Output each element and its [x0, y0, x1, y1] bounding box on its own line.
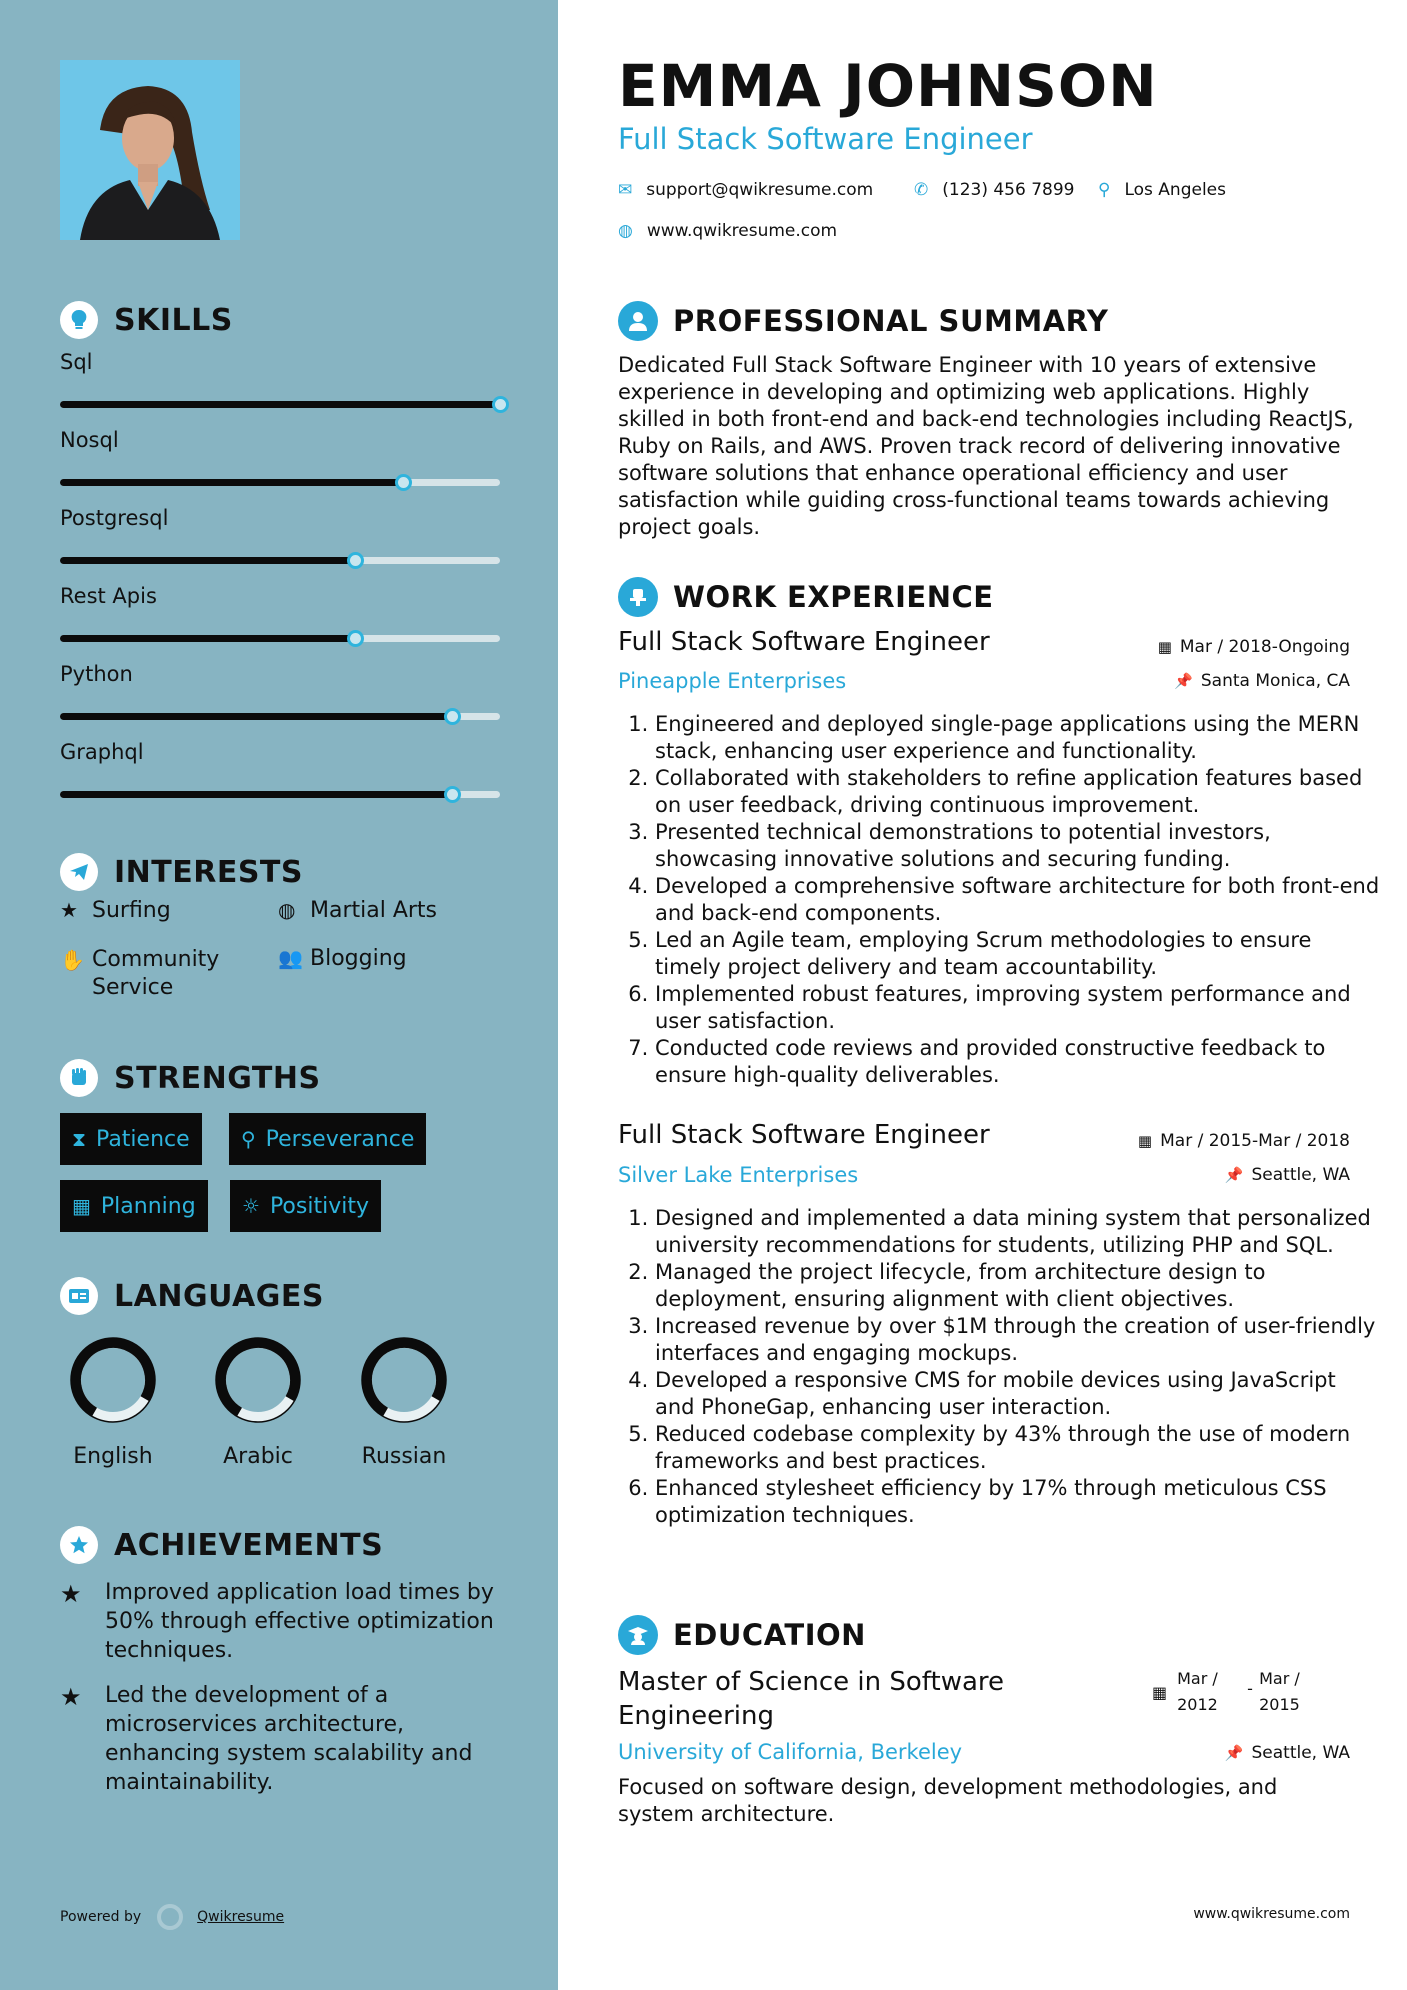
- job-bullet: 4. Developed a comprehensive software architecture for both front-end and back-end components.: [655, 873, 1380, 927]
- skill-bar: [60, 791, 500, 798]
- calendar-icon: ▦: [1152, 1683, 1168, 1702]
- achievement-item: [60, 1578, 510, 1665]
- job-location-text: Santa Monica, CA: [1200, 671, 1350, 691]
- job-dates: [1158, 637, 1350, 657]
- paper-plane-icon: [60, 853, 98, 891]
- skill-bar: [60, 479, 500, 486]
- email-text: support@qwikresume.com: [646, 180, 874, 200]
- skill-level-knob: [395, 474, 412, 491]
- pushpin-icon: 📌: [1224, 1166, 1244, 1184]
- skill-bar-fill: [60, 635, 355, 642]
- skill-bar: [60, 401, 500, 408]
- contact-website[interactable]: [618, 221, 837, 241]
- skill-item: [60, 662, 500, 740]
- candidate-name: EMMA JOHNSON: [618, 52, 1158, 120]
- summary-text: Dedicated Full Stack Software Engineer with 10 years of extensive experience in developing and optimizing web applications. Highly skilled in both front-end and back-end technologies including ReactJS, Ruby on Rails, and AWS. Proven track record of delivering innovative software solutions that enhance operational efficiency and user satisfaction while guiding cross-functional teams towards achieving project goals.: [618, 353, 1354, 539]
- languages-title: LANGUAGES: [114, 1278, 324, 1314]
- skill-bar-fill: [60, 791, 452, 798]
- contact-phone[interactable]: [914, 180, 1074, 200]
- users-icon: 👥: [278, 946, 303, 970]
- job-location-text: Seattle, WA: [1251, 1165, 1350, 1185]
- skill-label: Rest Apis: [60, 584, 157, 608]
- job-bullet: 3. Presented technical demonstrations to potential investors, showcasing innovative solutions and securing funding.: [655, 819, 1380, 873]
- interest-label: Blogging: [310, 946, 407, 971]
- strengths-title: STRENGTHS: [114, 1060, 321, 1096]
- interests-title: INTERESTS: [114, 854, 303, 890]
- skills-header: [60, 301, 233, 339]
- phone-text: (123) 456 7899: [942, 180, 1075, 200]
- job-bullet: 2. Managed the project lifecycle, from architecture design to deployment, ensuring alignment with client objectives.: [655, 1259, 1380, 1313]
- language-label: Arabic: [223, 1444, 293, 1469]
- skill-label: Sql: [60, 350, 93, 374]
- experience-title: WORK EXPERIENCE: [673, 580, 994, 614]
- phone-icon: ✆: [914, 180, 929, 200]
- user-icon: [618, 301, 658, 341]
- skill-level-knob: [444, 708, 461, 725]
- shooting-star-icon: ★: [60, 1683, 82, 1711]
- language-card-icon: [60, 1277, 98, 1315]
- sidebar: [0, 0, 558, 1990]
- portrait-image: [60, 60, 240, 240]
- interest-item: [60, 898, 171, 923]
- job-bullets: [635, 711, 1380, 1089]
- job-bullet: 3. Increased revenue by over $1M through the creation of user-friendly interfaces and engaging mockups.: [655, 1313, 1380, 1367]
- job-location: [1225, 1165, 1350, 1185]
- skill-level-knob: [347, 552, 364, 569]
- education-location: [1225, 1743, 1350, 1763]
- shooting-star-icon: ★: [60, 1580, 82, 1608]
- interest-label: Surfing: [92, 898, 171, 923]
- achievements-title: ACHIEVEMENTS: [114, 1527, 384, 1563]
- skill-item: [60, 350, 500, 428]
- job-dates-text: Mar / 2018-Ongoing: [1179, 637, 1350, 657]
- strength-badge: [60, 1113, 202, 1165]
- skill-level-knob: [492, 396, 509, 413]
- hand-icon: ✋: [60, 948, 85, 972]
- interest-item: [278, 898, 437, 923]
- education-start: Mar / 2012: [1177, 1669, 1218, 1714]
- job-company[interactable]: Pineapple Enterprises: [618, 669, 847, 693]
- powered-by: [60, 1904, 284, 1930]
- skill-bar: [60, 557, 500, 564]
- job-bullet: 1. Designed and implemented a data mining system that personalized university recommendations for students, utilizing PHP and SQL.: [655, 1205, 1380, 1259]
- briefcase-icon: [618, 577, 658, 617]
- contact-email[interactable]: [618, 180, 873, 200]
- pushpin-icon: 📌: [1174, 672, 1193, 690]
- language-ring: [67, 1334, 159, 1426]
- skill-level-knob: [444, 786, 461, 803]
- website-text: www.qwikresume.com: [646, 221, 838, 241]
- achievement-text: Led the development of a microservices architecture, enhancing system scalability and maintainability.: [105, 1683, 473, 1795]
- skill-level-knob: [347, 630, 364, 647]
- skill-bar-fill: [60, 713, 452, 720]
- globe-icon: ◍: [278, 898, 296, 922]
- achievements-list: [60, 1578, 510, 1813]
- language-item: [208, 1334, 308, 1469]
- job-bullet: 6. Implemented robust features, improving system performance and user satisfaction.: [655, 981, 1380, 1035]
- skill-bar-fill: [60, 557, 355, 564]
- location-text: Los Angeles: [1124, 180, 1226, 200]
- globe-icon: ◍: [618, 221, 633, 241]
- profile-photo: [60, 60, 240, 240]
- education-degree: Master of Science in Software Engineering: [618, 1667, 1005, 1731]
- strength-badge: [230, 1180, 381, 1232]
- main-content: [558, 0, 1407, 1990]
- contact-location: [1098, 180, 1226, 200]
- interest-label: Community Service: [92, 947, 220, 1000]
- skill-bar: [60, 713, 500, 720]
- interest-label: Martial Arts: [310, 898, 438, 923]
- skills-title: SKILLS: [114, 302, 233, 338]
- job-bullet: 7. Conducted code reviews and provided constructive feedback to ensure high-quality deliverables.: [655, 1035, 1380, 1089]
- fist-icon: [60, 1059, 98, 1097]
- interests-header: [60, 853, 303, 891]
- job-location: [1174, 671, 1350, 691]
- education-location-text: Seattle, WA: [1251, 1743, 1350, 1763]
- skills-list: [60, 350, 500, 818]
- strength-label: Perseverance: [265, 1126, 415, 1152]
- skill-bar-fill: [60, 401, 500, 408]
- education-title: EDUCATION: [673, 1618, 866, 1652]
- star-badge-icon: [60, 1526, 98, 1564]
- achievement-item: [60, 1681, 510, 1797]
- strength-badge: [60, 1180, 208, 1232]
- job-bullet: 6. Enhanced stylesheet efficiency by 17% through meticulous CSS optimization techniques.: [655, 1475, 1380, 1529]
- interest-item: [60, 946, 250, 1002]
- skill-item: [60, 584, 500, 662]
- skill-item: [60, 506, 500, 584]
- education-header: [618, 1615, 866, 1655]
- achievements-header: [60, 1526, 383, 1564]
- job-bullets: [635, 1205, 1380, 1529]
- strength-label: Planning: [100, 1193, 196, 1219]
- achievement-text: Improved application load times by 50% through effective optimization techniques.: [105, 1580, 494, 1663]
- envelope-icon: ✉: [618, 180, 633, 200]
- graduate-icon: [618, 1615, 658, 1655]
- language-label: English: [73, 1444, 153, 1469]
- education-school[interactable]: University of California, Berkeley: [618, 1740, 963, 1764]
- language-item: [354, 1334, 454, 1469]
- job-bullet: 5. Reduced codebase complexity by 43% through the use of modern frameworks and best practices.: [655, 1421, 1380, 1475]
- strength-badge: [229, 1113, 426, 1165]
- job-role: Full Stack Software Engineer: [618, 627, 990, 657]
- powered-by-label: Powered by: [60, 1909, 142, 1925]
- binoculars-icon: ⚲: [241, 1127, 256, 1151]
- strengths-header: [60, 1059, 321, 1097]
- languages-header: [60, 1277, 324, 1315]
- skill-bar: [60, 635, 500, 642]
- job-dates: [1138, 1131, 1350, 1151]
- calendar-icon: ▦: [1157, 638, 1172, 656]
- job-bullet: 4. Developed a responsive CMS for mobile devices using JavaScript and PhoneGap, enhancing user interaction.: [655, 1367, 1380, 1421]
- skill-item: [60, 428, 500, 506]
- calendar-icon: ▦: [72, 1194, 91, 1218]
- skill-label: Nosql: [60, 428, 119, 452]
- summary-title: PROFESSIONAL SUMMARY: [673, 304, 1109, 338]
- lightbulb-icon: [60, 301, 98, 339]
- summary-header: [618, 301, 1108, 341]
- interest-item: [278, 946, 407, 971]
- sun-icon: ☼: [242, 1194, 260, 1218]
- skill-item: [60, 740, 500, 818]
- pushpin-icon: 📌: [1224, 1744, 1244, 1762]
- education-end: Mar / 2015: [1259, 1669, 1300, 1714]
- star-icon: ★: [60, 898, 78, 922]
- strength-label: Patience: [96, 1126, 190, 1152]
- strength-label: Positivity: [269, 1193, 369, 1219]
- map-pin-icon: ⚲: [1098, 180, 1111, 200]
- qwikresume-link[interactable]: Qwikresume: [197, 1909, 285, 1925]
- education-dates: ▦ Mar / 2012 - Mar / 2015: [1152, 1666, 1319, 1718]
- education-description: Focused on software design, development methodologies, and system architecture.: [618, 1775, 1278, 1826]
- job-bullet: 1. Engineered and deployed single-page applications using the MERN stack, enhancing user experience and functionality.: [655, 711, 1380, 765]
- language-label: Russian: [361, 1444, 447, 1469]
- job-company[interactable]: Silver Lake Enterprises: [618, 1163, 859, 1187]
- language-ring: [212, 1334, 304, 1426]
- qwikresume-logo-icon: [157, 1904, 183, 1930]
- hourglass-icon: ⧗: [72, 1127, 87, 1151]
- skill-label: Postgresql: [60, 506, 169, 530]
- job-bullet: 5. Led an Agile team, employing Scrum methodologies to ensure timely project delivery and team accountability.: [655, 927, 1380, 981]
- calendar-icon: ▦: [1137, 1132, 1153, 1150]
- skill-label: Python: [60, 662, 133, 686]
- job-bullet: 2. Collaborated with stakeholders to refine application features based on user feedback, driving continuous improvement.: [655, 765, 1380, 819]
- language-item: [63, 1334, 163, 1469]
- skill-label: Graphql: [60, 740, 144, 764]
- skill-bar-fill: [60, 479, 403, 486]
- job-role: Full Stack Software Engineer: [618, 1120, 990, 1150]
- language-ring: [358, 1334, 450, 1426]
- experience-header: [618, 577, 994, 617]
- job-dates-text: Mar / 2015-Mar / 2018: [1160, 1131, 1350, 1151]
- footer-url[interactable]: www.qwikresume.com: [1193, 1906, 1350, 1922]
- job-title: Full Stack Software Engineer: [618, 122, 1033, 156]
